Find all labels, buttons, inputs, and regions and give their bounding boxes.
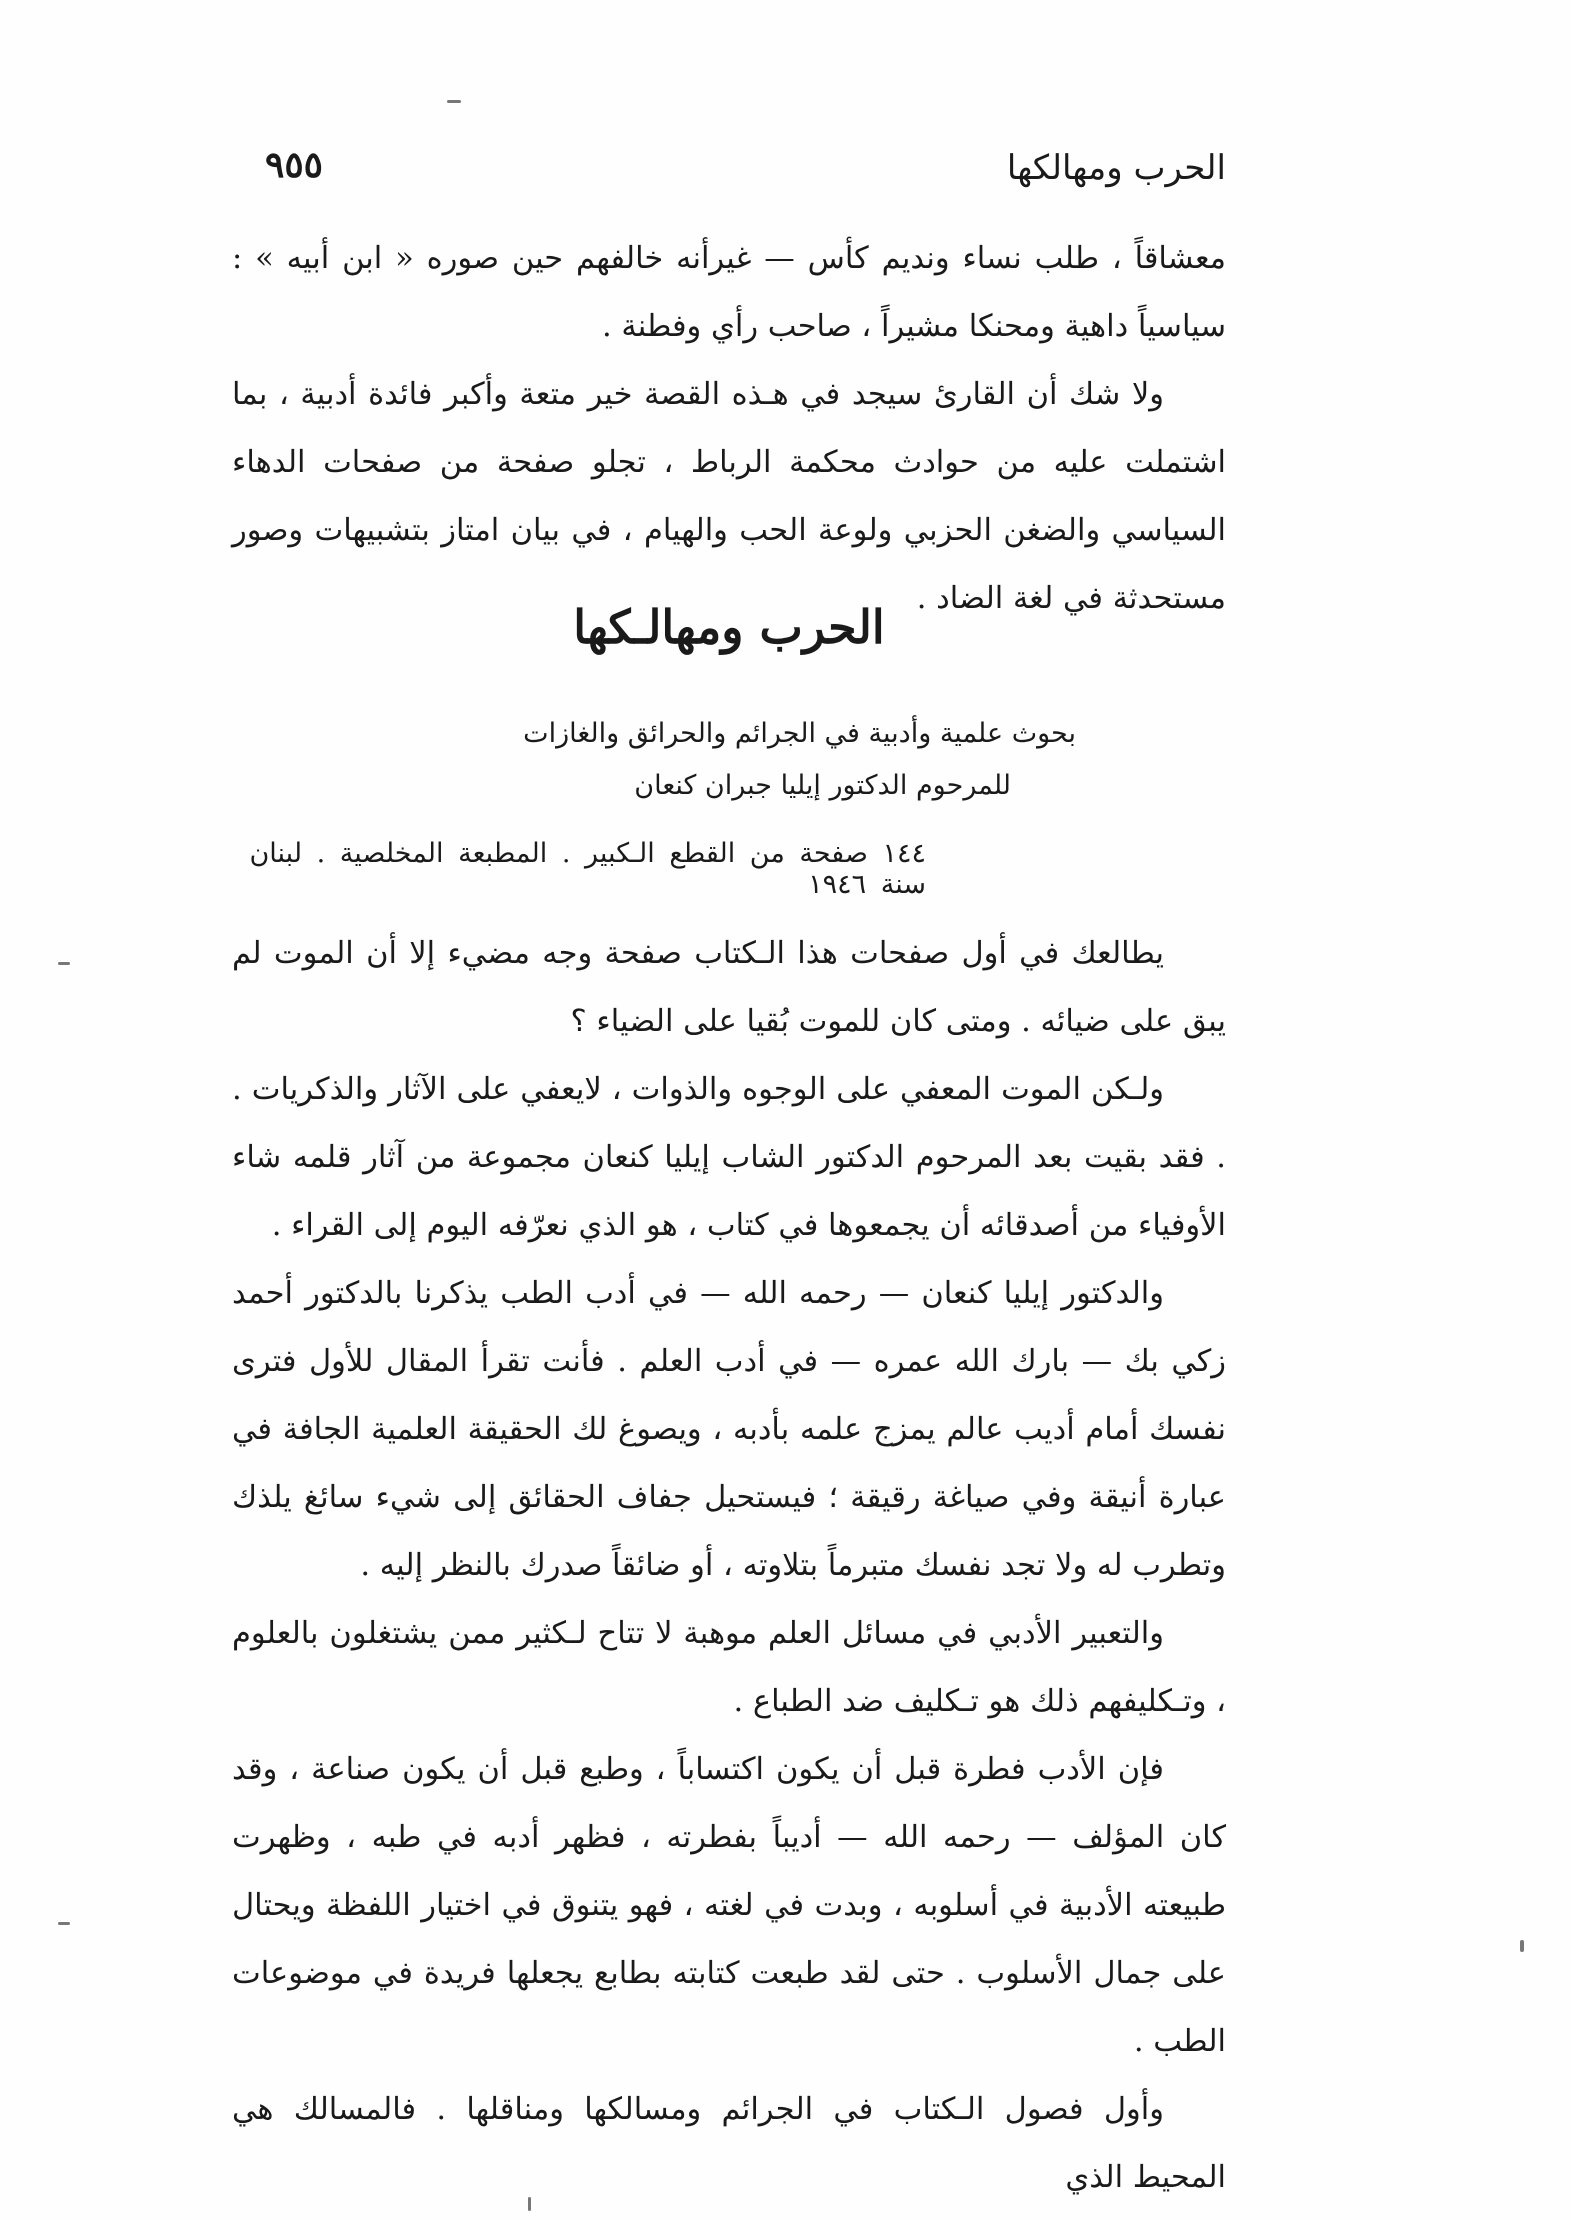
- book-details: ١٤٤ صفحة من القطع الـكبير . المطبعة المخلصية . لبنان سنة ١٩٤٦: [249, 838, 926, 900]
- review-paragraph: والدكتور إيليا كنعان — رحمه الله — في أدب الطب يذكرنا بالدكتور أحمد زكي بك — بارك الله عمره — في أدب العلم . فأنت تقرأ المقال للأول فترى نفسك أمام أديب عالم يمزج علمه بأدبه ، ويصوغ لك الحقيقة العلمية الجافة في عبارة أنيقة وفي صياغة رقيقة ؛ فيستحيل جفاف الحقائق إلى شيء سائغ يلذك وتطرب له ولا تجد نفسك متبرماً بتلاوته ، أو ضائقاً صدرك بالنظر إليه .: [232, 1276, 1226, 1583]
- book-author: للمرحوم الدكتور إيليا جبران كنعان: [634, 770, 1011, 801]
- review-paragraph: ولـكن الموت المعفي على الوجوه والذوات ، لايعفي على الآثار والذكريات . . فقد بقيت بعد المرحوم الدكتور الشاب إيليا كنعان مجموعة من آثار قلمه شاء الأوفياء من أصدقائه أن يجمعوها في كتاب ، هو الذي نعرّفه اليوم إلى القراء .: [232, 1072, 1226, 1243]
- review-paragraph: والتعبير الأدبي في مسائل العلم موهبة لا تتاح لـكثير ممن يشتغلون بالعلوم ، وتـكليفهم ذلك هو تـكليف ضد الطباع .: [232, 1616, 1226, 1719]
- book-subtitle: بحوث علمية وأدبية في الجرائم والحرائق والغازات: [523, 718, 1076, 749]
- book-title: الحرب ومهالـكها: [573, 600, 885, 654]
- scan-speck: [447, 100, 461, 103]
- running-title: الحرب ومهالكها: [1006, 148, 1226, 188]
- intro-paragraph: معشاقاً ، طلب نساء ونديم كأس — غيرأنه خالفهم حين صوره « ابن أبيه » : سياسياً داهية ومحنكا مشيراً ، صاحب رأي وفطنة .: [232, 241, 1226, 344]
- page-number: ٩٥٥: [265, 144, 324, 186]
- book-heading: [232, 600, 1226, 900]
- scan-speck: [58, 1922, 70, 1925]
- intro-paragraph: ولا شك أن القارئ سيجد في هـذه القصة خير متعة وأكبر فائدة أدبية ، بما اشتملت عليه من حوادث محكمة الرباط ، تجلو صفحة من صفحات الدهاء السياسي والضغن الحزبي ولوعة الحب والهيام ، في بيان امتاز بتشبيهات وصور مستحدثة في لغة الضاد .: [232, 377, 1226, 616]
- review-paragraph: يطالعك في أول صفحات هذا الـكتاب صفحة وجه مضيء إلا أن الموت لم يبق على ضيائه . ومتى كان للموت بُقيا على الضياء ؟: [232, 936, 1226, 1039]
- scan-speck: [1520, 1940, 1524, 1952]
- scan-speck: [528, 2197, 531, 2211]
- intro-text: [232, 225, 1226, 633]
- running-head: [265, 140, 1226, 200]
- review-text: [232, 920, 1226, 2212]
- scan-speck: [58, 962, 70, 965]
- review-paragraph: فإن الأدب فطرة قبل أن يكون اكتساباً ، وطبع قبل أن يكون صناعة ، وقد كان المؤلف — رحمه الله — أديباً بفطرته ، فظهر أدبه في طبه ، وظهرت طبيعته الأدبية في أسلوبه ، وبدت في لغته ، فهو يتنوق في اختيار اللفظة ويحتال على جمال الأسلوب . حتى لقد طبعت كتابته بطابع يجعلها فريدة في موضوعات الطب .: [232, 1752, 1226, 2059]
- review-paragraph: وأول فصول الـكتاب في الجرائم ومسالكها ومناقلها . فالمسالك هي المحيط الذي: [232, 2092, 1226, 2195]
